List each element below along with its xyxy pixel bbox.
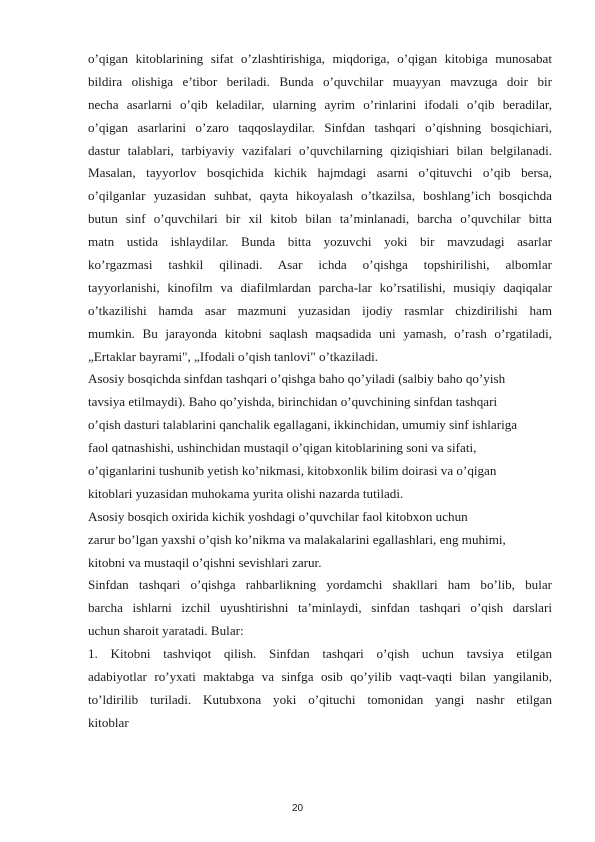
text-line: necha asarlarni o’qib keladilar, ularning ayrim o’rinlarini ifodali o’qib beradilar,	[88, 96, 552, 112]
text-line: kitoblar	[88, 714, 129, 730]
text-line: zarur bo’lgan yaxshi o’qish ko’nikma va malakalarini egallashlari, eng muhimi,	[88, 531, 506, 547]
text-line: butun sinf o’quvchilari bir xil kitob bilan ta’minlanadi, barcha o’quvchilar bitta	[88, 211, 552, 227]
text-line: tayyorlanishi, kinofilm va diafilmlardan parcha-lar ko’rsatilishi, musiqiy daqiqalar	[88, 279, 552, 295]
text-line: „Ertaklar bayrami", „Ifodali o’qish tanlovi" o’tkaziladi.	[88, 348, 379, 364]
text-line: ko’rgazmasi tashkil qilinadi. Asar ichda o’qishga topshirilishi, albomlar	[88, 257, 552, 273]
text-line: kitoblari yuzasidan muhokama yurita olishi nazarda tutiladi.	[88, 485, 404, 501]
text-line: matn ustida ishlaydilar. Bunda bitta yozuvchi yoki bir mavzudagi asarlar	[88, 234, 552, 250]
text-line: o’qigan asarlarini o’zaro taqqoslaydilar. Sinfdan tashqari o’qishning bosqichiari,	[88, 119, 552, 135]
text-line: tavsiya etilmaydi). Baho qo’yishda, birinchidan o’quvchining sinfdan tashqari	[88, 394, 498, 410]
text-line: Asosiy bosqichda sinfdan tashqari o’qishga baho qo’yiladi (salbiy baho qo’yish	[88, 371, 506, 387]
text-line: o’qilganlar yuzasidan suhbat, qayta hikoyalash o’tkazilsa, boshlang’ich bosqichda	[88, 188, 552, 204]
text-line: o’qish dasturi talablarini qanchalik egallagani, ikkinchidan, umumiy sinf ishlariga	[88, 417, 518, 433]
text-line: faol qatnashishi, ushinchidan mustaqil o’qigan kitoblarining soni va sifati,	[88, 440, 477, 456]
page-number: 20	[291, 803, 304, 814]
text-line: o’qiganlarini tushunib yetish ko’nikmasi, kitobxonlik bilim doirasi va o’qigan	[88, 463, 497, 479]
text-line: o’qigan kitoblarining sifat o’zlashtirishiga, miqdoriga, o’qigan kitobiga munosabat	[88, 51, 552, 66]
text-line: to’ldirilib turiladi. Kutubxona yoki o’qituchi tomonidan yangi nashr etilgan	[88, 691, 552, 707]
text-line: uchun sharoit yaratadi. Bular:	[88, 623, 244, 639]
text-line: Masalan, tayyorlov bosqichida kichik hajmdagi asarni o’qituvchi o’qib bersa,	[88, 165, 552, 181]
text-line: bildira olishiga e’tibor beriladi. Bunda o’quvchilar muayyan mavzuga doir bir	[88, 73, 552, 89]
text-line: barcha ishlarni izchil uyushtirishni ta’minlaydi, sinfdan tashqari o’qish darslari	[88, 600, 552, 616]
text-line: dastur talablari, tarbiyaviy vazifalari o’quvchilarning qiziqishiari bilan belgilanadi.	[88, 142, 552, 158]
text-line: o’tkazilishi hamda asar mazmuni yuzasidan ijodiy rasmlar chizdirilishi ham	[88, 302, 552, 318]
text-line: Asosiy bosqich oxirida kichik yoshdagi o’quvchilar faol kitobxon uchun	[88, 508, 468, 524]
document-body	[88, 48, 552, 735]
text-line: kitobni va mustaqil o’qishni sevishlari zarur.	[88, 554, 322, 570]
text-line: 1. Kitobni tashviqot qilish. Sinfdan tashqari o’qish uchun tavsiya etilgan	[88, 646, 552, 662]
text-line: adabiyotlar ro’yxati maktabga va sinfga osib qo’yilib vaqt-vaqti bilan yangilanib,	[88, 669, 552, 685]
text-line: Sinfdan tashqari o’qishga rahbarlikning yordamchi shakllari ham bo’lib, bular	[88, 577, 552, 593]
text-line: mumkin. Bu jarayonda kitobni saqlash maqsadida uni yamash, o’rash o’rgatiladi,	[88, 325, 552, 341]
